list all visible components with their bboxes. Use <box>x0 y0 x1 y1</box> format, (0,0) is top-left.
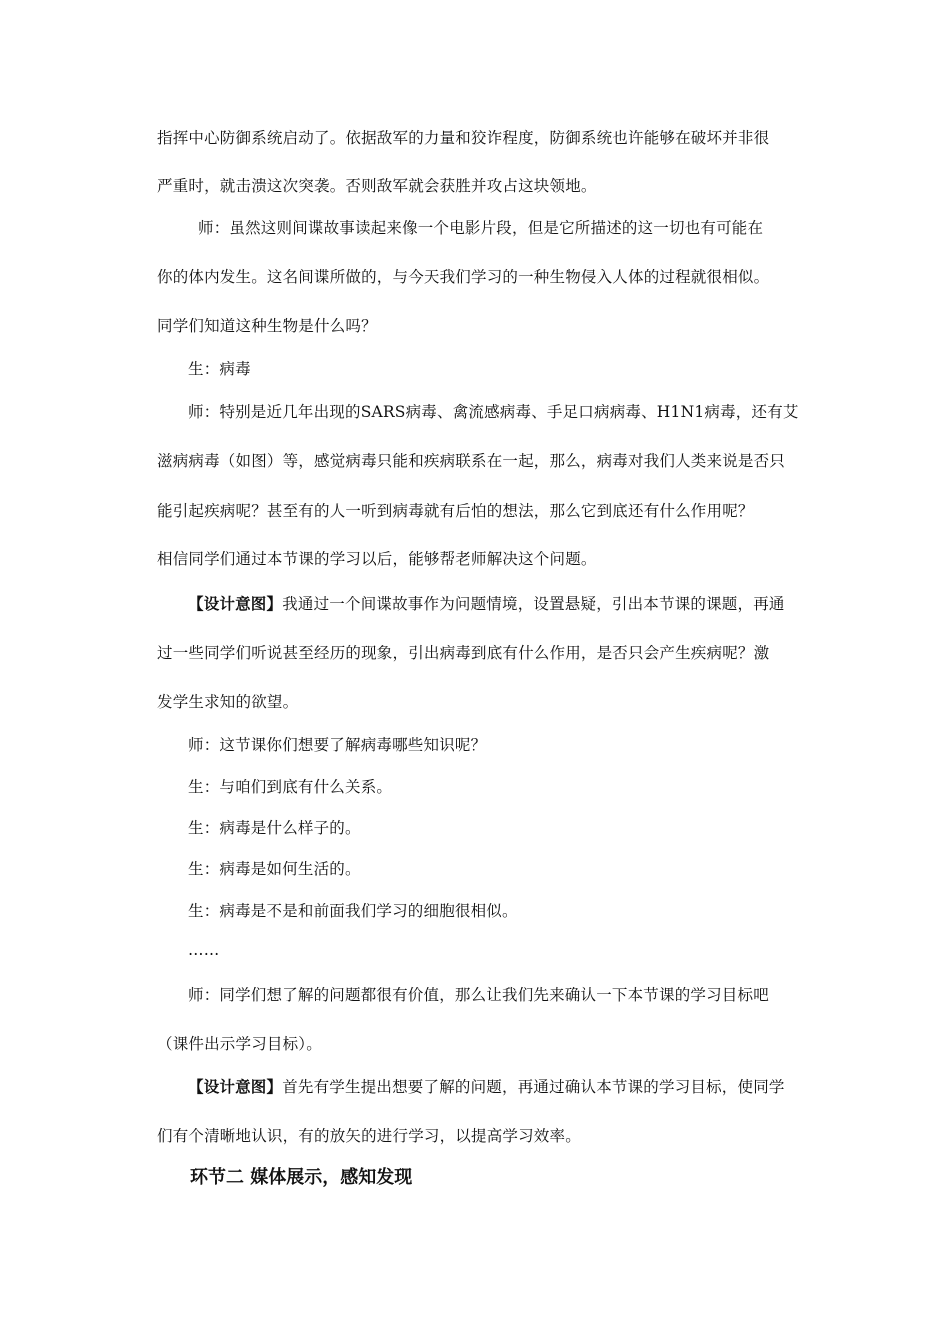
paragraph-line: 滋病病毒（如图）等，感觉病毒只能和疾病联系在一起，那么，病毒对我们人类来说是否只 <box>157 452 786 470</box>
paragraph-line: 同学们知道这种生物是什么吗？ <box>157 317 377 335</box>
paragraph-line: 生：病毒是不是和前面我们学习的细胞很相似。 <box>188 902 518 920</box>
paragraph-line: （课件出示学习目标）。 <box>157 1035 322 1053</box>
paragraph-line: 相信同学们通过本节课的学习以后，能够帮老师解决这个问题。 <box>157 550 597 568</box>
paragraph-line: 们有个清晰地认识，有的放矢的进行学习，以提高学习效率。 <box>157 1127 581 1145</box>
design-intent-tag: 【设计意图】 <box>188 594 283 613</box>
paragraph-text: 首先有学生提出想要了解的问题，再通过确认本节课的学习目标，使同学 <box>282 1078 785 1096</box>
paragraph-line: 严重时，就击溃这次突袭。否则敌军就会获胜并攻占这块领地。 <box>157 177 597 195</box>
paragraph-line: 生：病毒是如何生活的。 <box>188 860 361 878</box>
paragraph-line: 过一些同学们听说甚至经历的现象，引出病毒到底有什么作用，是否只会产生疾病呢？激 <box>157 644 770 662</box>
design-intent-line <box>188 1077 833 1097</box>
design-intent-tag: 【设计意图】 <box>188 1077 283 1096</box>
paragraph-line: 发学生求知的欲望。 <box>157 693 299 711</box>
paragraph-line: 生：病毒是什么样子的。 <box>188 819 361 837</box>
paragraph-line: 师：特别是近几年出现的SARS病毒、禽流感病毒、手足口病病毒、H1N1病毒，还有艾 <box>188 403 799 421</box>
paragraph-line: 生：病毒 <box>188 360 251 378</box>
paragraph-line: 指挥中心防御系统启动了。依据敌军的力量和狡诈程度，防御系统也许能够在破坏并非很 <box>157 129 770 147</box>
paragraph-line: 生：与咱们到底有什么关系。 <box>188 778 393 796</box>
paragraph-line: 师：虽然这则间谍故事读起来像一个电影片段，但是它所描述的这一切也有可能在 <box>198 219 764 237</box>
paragraph-line: 师：同学们想了解的问题都很有价值，那么让我们先来确认一下本节课的学习目标吧 <box>188 986 769 1004</box>
ellipsis-line: …… <box>188 941 220 959</box>
section-heading: 环节二 媒体展示，感知发现 <box>190 1167 413 1188</box>
paragraph-line: 师：这节课你们想要了解病毒哪些知识呢？ <box>188 736 487 754</box>
paragraph-text: 我通过一个间谍故事作为问题情境，设置悬疑，引出本节课的课题，再通 <box>282 595 785 613</box>
paragraph-line: 能引起疾病呢？甚至有的人一听到病毒就有后怕的想法，那么它到底还有什么作用呢？ <box>157 502 754 520</box>
design-intent-line <box>188 594 833 614</box>
paragraph-line: 你的体内发生。这名间谍所做的，与今天我们学习的一种生物侵入人体的过程就很相似。 <box>157 268 770 286</box>
